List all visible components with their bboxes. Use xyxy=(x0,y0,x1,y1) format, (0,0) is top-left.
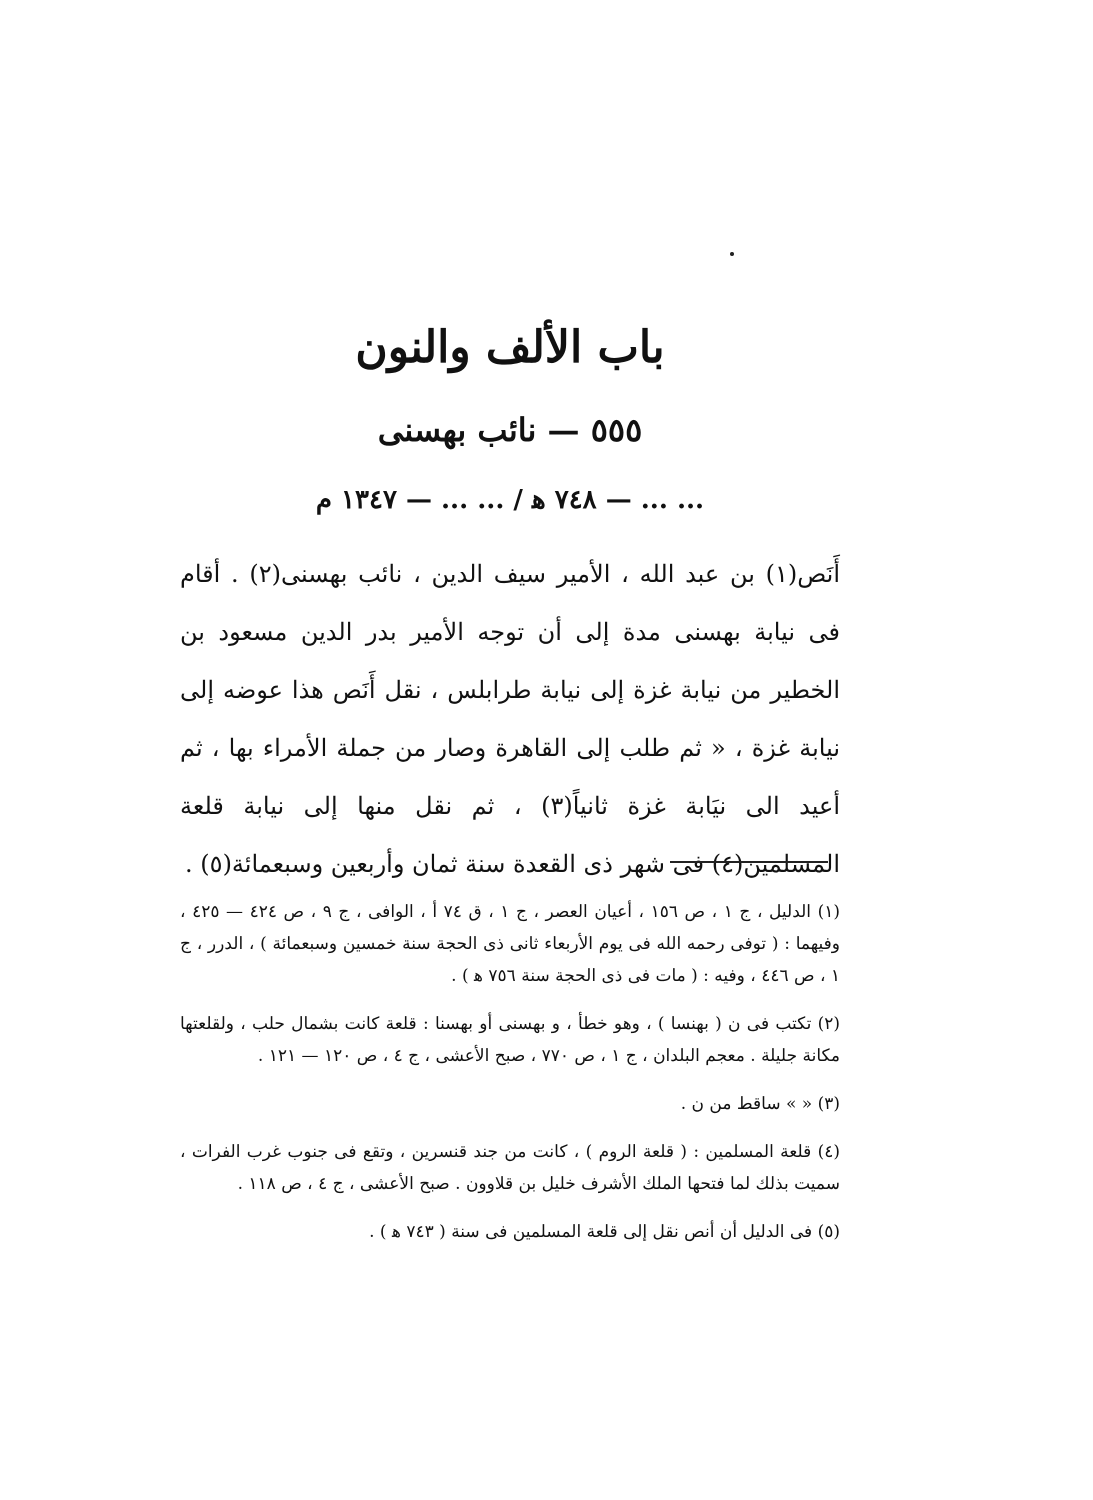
body-paragraph: أَنَص(١) بن عبد الله ، الأمير سيف الدين ، نائب بهسنى(٢) . أقام فى نيابة بهسنى مدة إلى أن توجه الأمير بدر الدين مسعود بن الخطير من نيابة غزة إلى نيابة طرابلس ، نقل أَنَص هذا عوضه إلى نيابة غزة ، « ثم طلب إلى القاهرة وصار من جملة الأمراء بها ، ثم أعيد الى نيَابة غزة ثانياً(٣) ، ثم نقل منها إلى نيابة قلعة المسلمين(٤) فى شهر ذى القعدة سنة ثمان وأربعين وسبعمائة(٥) . xyxy=(180,560,841,878)
entry-body xyxy=(180,545,840,893)
chapter-title: باب الألف والنون xyxy=(355,322,665,373)
print-speck xyxy=(730,252,734,256)
footnotes xyxy=(180,896,840,1264)
footnote-2: (٢) تكتب فى ن ( بهنسا ) ، وهو خطأ ، و بهسنى أو بهسنا : قلعة كانت بشمال حلب ، ولقلعتها مكانة جليلة . معجم البلدان ، ج ١ ، ص ٧٧٠ ، صبح الأعشى ، ج ٤ ، ص ١٢٠ — ١٢١ . xyxy=(180,1014,840,1066)
footnote-4: (٤) قلعة المسلمين : ( قلعة الروم ) ، كانت من جند قنسرين ، وتقع فى جنوب غرب الفرات ، سميت بذلك لما فتحها الملك الأشرف خليل بن قلاوون . صبح الأعشى ، ج ٤ ، ص ١١٨ . xyxy=(180,1142,840,1194)
footnote-1: (١) الدليل ، ج ١ ، ص ١٥٦ ، أعيان العصر ، ج ١ ، ق ٧٤ أ ، الوافى ، ج ٩ ، ص ٤٢٤ — ٤٢٥ ، وفيهما : ( توفى رحمه الله فى يوم الأربعاء ثانى ذى الحجة سنة خمسين وسبعمائة ) ، الدرر ، ج ١ ، ص ٤٤٦ ، وفيه : ( مات فى ذى الحجة سنة ٧٥٦ ﻫ ) . xyxy=(180,902,841,986)
entry-dates: ... ... — ٧٤٨ ﻫ / ... ... — ١٣٤٧ م xyxy=(315,485,705,515)
footnote-5: (٥) فى الدليل أن أنص نقل إلى قلعة المسلمين فى سنة ( ٧٤٣ ﻫ ) . xyxy=(369,1222,840,1242)
entry-heading: ٥٥٥ — نائب بهسنى xyxy=(377,411,643,449)
footnote-separator xyxy=(670,861,828,863)
footnote-3: (٣) « » ساقط من ن . xyxy=(680,1094,840,1114)
